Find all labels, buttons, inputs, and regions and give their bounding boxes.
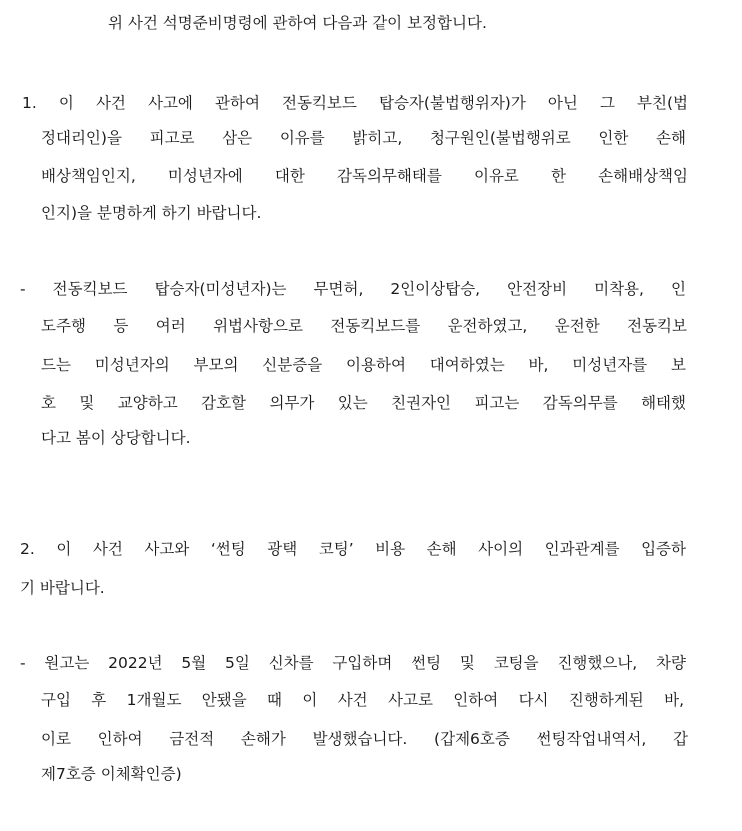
section1-line-3: 배상책임인지, 미성년자에 대한 감독의무해태를 이유로 한 손해배상책임 bbox=[41, 167, 688, 185]
section1-answer-line-2: 도주행 등 여러 위법사항으로 전동킥보드를 운전하였고, 운전한 전동킥보 bbox=[41, 317, 687, 335]
section1-line-4: 인지)을 분명하게 하기 바랍니다. bbox=[41, 204, 262, 222]
section2-answer-line-3: 이로 인하여 금전적 손해가 발생했습니다. (갑제6호증 썬팅작업내역서, 갑 bbox=[41, 730, 688, 748]
section2-line-1: 2. 이 사건 사고와 ‘썬팅 광택 코팅’ 비용 손해 사이의 인과관계를 입증하 bbox=[20, 540, 686, 558]
section1-answer-line-5: 다고 봄이 상당합니다. bbox=[41, 429, 191, 447]
section1-line-2: 정대리인)을 피고로 삼은 이유를 밝히고, 청구원인(불법행위로 인한 손해 bbox=[41, 129, 686, 147]
section1-answer-line-1: - 전동킥보드 탑승자(미성년자)는 무면허, 2인이상탑승, 안전장비 미착용, 인 bbox=[20, 280, 686, 298]
section1-line-1: 1. 이 사건 사고에 관하여 전동킥보드 탑승자(불법행위자)가 아닌 그 부친(법 bbox=[22, 94, 688, 112]
section2-answer-line-4: 제7호증 이체확인증) bbox=[41, 765, 182, 783]
section2-line-2: 기 바랍니다. bbox=[20, 579, 105, 597]
section2-answer-line-2: 구입 후 1개월도 안됐을 때 이 사건 사고로 인하여 다시 진행하게된 바, bbox=[41, 691, 684, 709]
section1-answer-line-4: 호 및 교양하고 감호할 의무가 있는 친권자인 피고는 감독의무를 해태했 bbox=[41, 394, 686, 412]
section2-answer-line-1: - 원고는 2022년 5월 5일 신차를 구입하며 썬팅 및 코팅을 진행했으나, 차량 bbox=[20, 654, 686, 672]
section1-answer-line-3: 드는 미성년자의 부모의 신분증을 이용하여 대여하였는 바, 미성년자를 보 bbox=[41, 356, 686, 374]
intro-text: 위 사건 석명준비명령에 관하여 다음과 같이 보정합니다. bbox=[108, 14, 487, 32]
